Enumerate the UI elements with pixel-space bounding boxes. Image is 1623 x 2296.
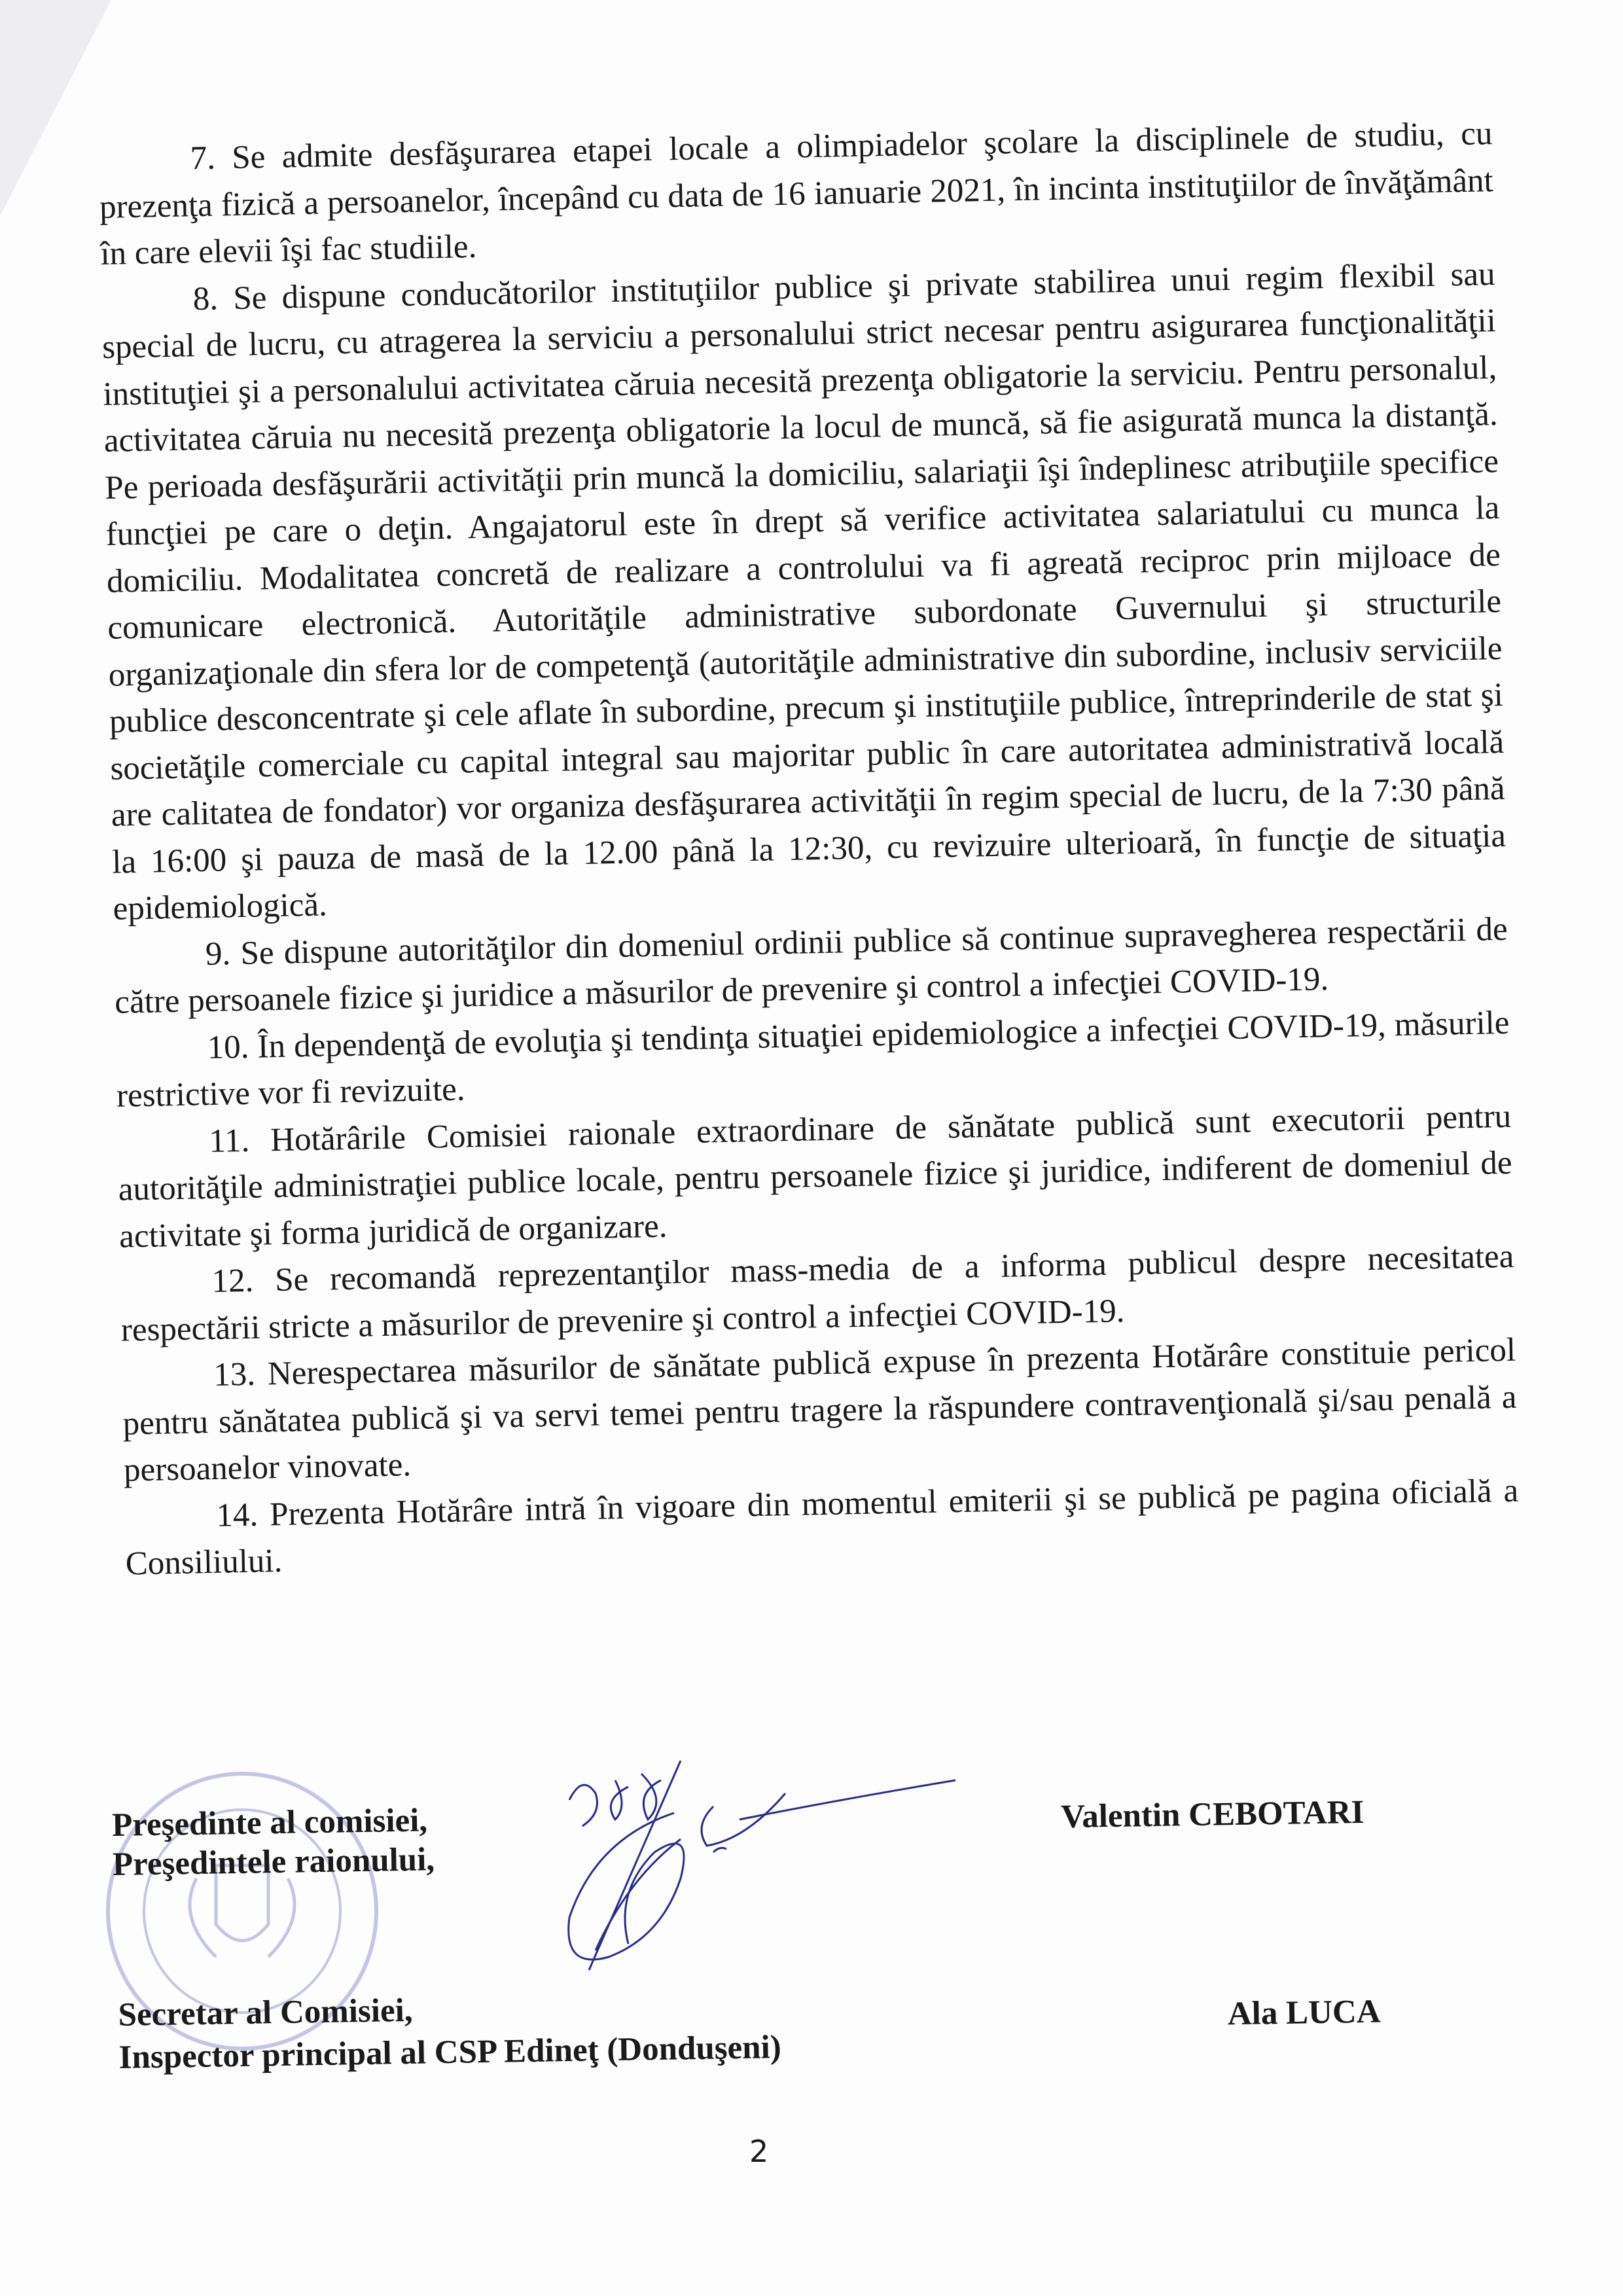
paragraph-14: 14. Prezenta Hotărâre intră în vigoare din momentul emiterii şi se publică pe pagina oficială a Consiliului. <box>125 1472 1519 1583</box>
signature-block <box>111 1759 1490 2094</box>
chair-title-2: Preşedintele raionului, <box>112 1841 435 1883</box>
chair-title-1: Preşedinte al comisiei, <box>111 1802 428 1844</box>
paragraph-12: 12. Se recomandă reprezentanţilor mass-media de a informa publicul despre necesitatea respectării stricte a măsurilor de prevenire şi control a infecţiei COVID-19. <box>120 1238 1514 1349</box>
paragraph-13: 13. Nerespectarea măsurilor de sănătate publică expuse în prezenta Hotărâre constituie pericol pentru sănătatea publică şi va servi temei pentru tragere la răspundere contravenţională şi/sau penală a persoanelor vinovate. <box>122 1331 1517 1489</box>
paragraph-7: 7. Se admite desfăşurarea etapei locale a olimpiadelor şcolare la disciplinele de studiu, cu prezenţa fizică a persoanelor, începând cu data de 16 ianuarie 2021, în incinta instituţiilor de învăţământ în care elevii îşi fac studiile. <box>99 115 1494 272</box>
paragraph-9: 9. Se dispune autorităţilor din domeniul ordinii publice să continue supravegherea respectării de către persoanele fizice şi juridice a măsurilor de prevenire şi control a infecţiei COVID-19. <box>114 910 1508 1021</box>
chair-name: Valentin CEBOTARI <box>1060 1793 1364 1836</box>
secretary-title-2: Inspector principal al CSP Edineţ (Donduşeni) <box>118 2028 782 2076</box>
secretary-name: Ala LUCA <box>1227 1993 1381 2033</box>
paragraph-8: 8. Se dispune conducătorilor instituţiilor publice şi private stabilirea unui regim flexibil sau special de lucru, cu atragerea la serviciu a personalului strict necesar pentru asigurarea funcţionalităţii instituţiei şi a personalului activitatea căruia necesită prezenţa obligatorie la serviciu. Pentru personalul, activitatea căruia nu necesită prezenţa obligatorie la locul de muncă, să fie asigurată munca la distanţă. Pe perioada desfăşurării activităţii prin muncă la domiciliu, salariaţii îşi îndeplinesc atribuţiile specifice funcţiei pe care o deţin. Angajatorul este în drept să verifice activitatea salariatului cu munca la domiciliu. Modalitatea concretă de realizare a controlului va fi agreată reciproc prin mijloace de comunicare electronică. Autorităţile administrative subordonate Guvernului şi structurile organizaţionale din sfera lor de competenţă (autorităţile administrative din subordine, inclusiv serviciile publice desconcentrate şi cele aflate în subordine, precum şi instituţiile publice, întreprinderile de stat şi societăţile comerciale cu capital integral sau majoritar public în care autoritatea administrativă locală are calitatea de fondator) vor organiza desfăşurarea activităţii în regim special de lucru, de la 7:30 până la 16:00 şi pauza de masă de la 12.00 până la 12:30, cu revizuire ulterioară, în funcţie de situaţia epidemiologică. <box>101 255 1507 927</box>
secretary-title-1: Secretar al Comisiei, <box>118 1992 413 2034</box>
document-body <box>98 111 1520 1588</box>
page-number: 2 <box>749 2134 769 2169</box>
scan-page-fold <box>0 0 111 216</box>
paragraph-10: 10. În dependenţă de evoluţia şi tendinţa situaţiei epidemiologice a infecţiei COVID-19, măsurile restrictive vor fi revizuite. <box>116 1004 1510 1115</box>
paragraph-11: 11. Hotărârile Comisiei raionale extraordinare de sănătate publică sunt executorii pentru autorităţile administraţiei publice locale, pentru persoanele fizice şi juridice, indiferent de domeniul de activitate şi forma juridică de organizare. <box>118 1098 1513 1255</box>
